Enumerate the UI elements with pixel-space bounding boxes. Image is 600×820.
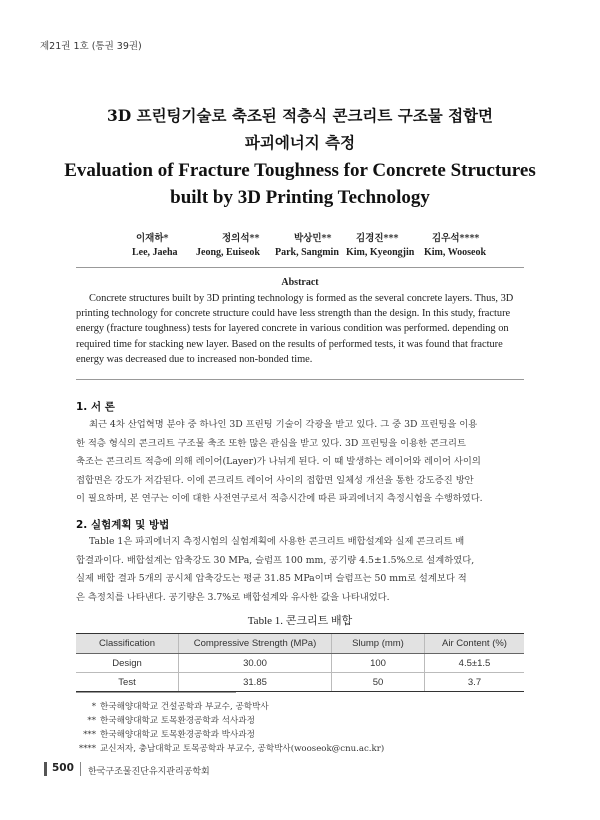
- footnote: [76, 700, 269, 712]
- korean-title-line-2: 파괴에너지 측정: [244, 133, 356, 152]
- section-1-line: 최근 4차 산업혁명 분야 중 하나인 3D 프린팅 기술이 각광을 받고 있다. 그 중 3D 프린팅을 이용: [89, 419, 478, 430]
- footnote: [76, 728, 255, 740]
- footnote-divider: [76, 692, 236, 693]
- abstract-body: [76, 291, 524, 367]
- concrete-mix-table: [76, 633, 524, 692]
- footnote-mark: ***: [83, 730, 96, 740]
- table-row: [76, 654, 524, 673]
- section-1-heading: 1. 서 론: [76, 401, 115, 413]
- abstract-heading: Abstract: [281, 277, 319, 288]
- section-1-line: 접합면은 강도가 저감된다. 이에 콘크리트 레이어 사이의 접합면 일체성 개선을 통한 강도증진 방안: [76, 474, 474, 486]
- column-header: Compressive Strength (MPa): [179, 634, 332, 654]
- abstract-line: printing technology for concrete structure could have less strength than the design. In this study, fracture: [76, 308, 511, 320]
- author-ko-3: 박상민**: [294, 233, 332, 244]
- table-cell: Test: [76, 673, 179, 692]
- author-en-2: Jeong, Euiseok: [196, 247, 260, 258]
- table-row: [76, 673, 524, 692]
- page-number-bar: [44, 762, 47, 776]
- footnote-mark: *: [91, 702, 96, 712]
- abstract-divider: [76, 379, 524, 380]
- table-cell: 3.7: [425, 673, 525, 692]
- korean-title-line-1: 3D 프린팅기술로 축조된 적층식 콘크리트 구조물 접합면: [106, 106, 493, 125]
- section-2-line: 합결과이다. 배합설계는 압축강도 30 MPa, 슬럼프 100 mm, 공기량 4.5±1.5%으로 설계하였다,: [76, 554, 475, 566]
- table-header-row: [76, 634, 524, 654]
- section-2-line: 은 측정치를 나타낸다. 공기량은 3.7%로 배합설계와 유사한 값을 나타내었다.: [76, 591, 390, 603]
- author-ko-5: 김우석****: [432, 233, 480, 244]
- section-1-line: 이 필요하며, 본 연구는 이에 대한 사전연구로서 적층시간에 따른 파괴에너지 측정시험을 수행하였다.: [76, 493, 483, 505]
- section-2-body: [76, 533, 524, 607]
- section-1-body: [76, 416, 524, 509]
- abstract-line: energy was decreased due to increased non-bonded time.: [76, 353, 313, 365]
- author-ko-2: 정의석**: [222, 233, 260, 244]
- footnote-text: 교신저자, 충남대학교 토목공학과 부교수, 공학박사(wooseok@cnu.ac.kr): [100, 744, 385, 754]
- footer-separator: [80, 762, 81, 776]
- author-en-5: Kim, Wooseok: [424, 247, 487, 258]
- journal-name: 한국구조물진단유지관리공학회: [88, 767, 210, 777]
- footnote-text: 한국해양대학교 토목환경공학과 박사과정: [100, 730, 255, 740]
- footnote-text: 한국해양대학교 토목환경공학과 석사과정: [100, 716, 255, 726]
- footnote-text: 한국해양대학교 건설공학과 부교수, 공학박사: [100, 702, 269, 712]
- section-1-line: 축조는 콘크리트 적층에 의해 레이어(Layer)가 나뉘게 된다. 이 때 발생하는 레이어와 레이어 사이의: [76, 456, 481, 468]
- table-cell: 50: [332, 673, 425, 692]
- abstract-line: energy (fracture toughness) tests for layered concrete in various condition was performed. depending on: [76, 323, 509, 335]
- author-en-3: Park, Sangmin: [275, 247, 339, 258]
- footnote: [76, 742, 384, 754]
- english-title-line-1: Evaluation of Fracture Toughness for Concrete Structures: [64, 160, 536, 181]
- section-1-line: 한 적층 형식의 콘크리트 구조물 축조 또한 많은 관심을 받고 있다. 3D 프린팅을 이용한 콘크리트: [76, 437, 466, 449]
- footnote-mark: ****: [78, 744, 96, 754]
- column-header: Air Content (%): [425, 634, 525, 654]
- section-2-line: 실제 배합 결과 5개의 공시체 압축강도는 평균 31.85 MPa이며 슬럼프는 50 mm로 설계보다 적: [76, 573, 467, 585]
- table-caption: Table 1. 콘크리트 배합: [247, 615, 353, 627]
- table-cell: 30.00: [179, 654, 332, 673]
- table-cell: Design: [76, 654, 179, 673]
- page-number: 500: [52, 762, 74, 774]
- english-title-line-2: built by 3D Printing Technology: [170, 187, 430, 208]
- column-header: Classification: [76, 634, 179, 654]
- table-cell: 4.5±1.5: [425, 654, 525, 673]
- table-cell: 100: [332, 654, 425, 673]
- author-en-4: Kim, Kyeongjin: [346, 247, 415, 258]
- section-2-heading: 2. 실험계획 및 방법: [76, 519, 170, 531]
- footnote-mark: **: [87, 716, 96, 726]
- journal-issue-header: 제21권 1호 (통권 39권): [40, 41, 142, 52]
- author-ko-1: 이재하*: [136, 233, 169, 244]
- section-2-line: Table 1은 파괴에너지 측정시험의 실험계획에 사용한 콘크리트 배합설계와 실제 콘크리트 배: [89, 536, 465, 547]
- abstract-line: required time for stacking new layer. Based on the results of performed tests, it was found that fracture: [76, 338, 503, 350]
- author-ko-4: 김경진***: [356, 233, 399, 244]
- header-divider: [76, 267, 524, 268]
- footnote: [76, 714, 255, 726]
- author-en-1: Lee, Jaeha: [132, 247, 178, 258]
- table-cell: 31.85: [179, 673, 332, 692]
- column-header: Slump (mm): [332, 634, 425, 654]
- abstract-line: Concrete structures built by 3D printing technology is formed as the several concrete layers. Thus, 3D: [89, 293, 514, 304]
